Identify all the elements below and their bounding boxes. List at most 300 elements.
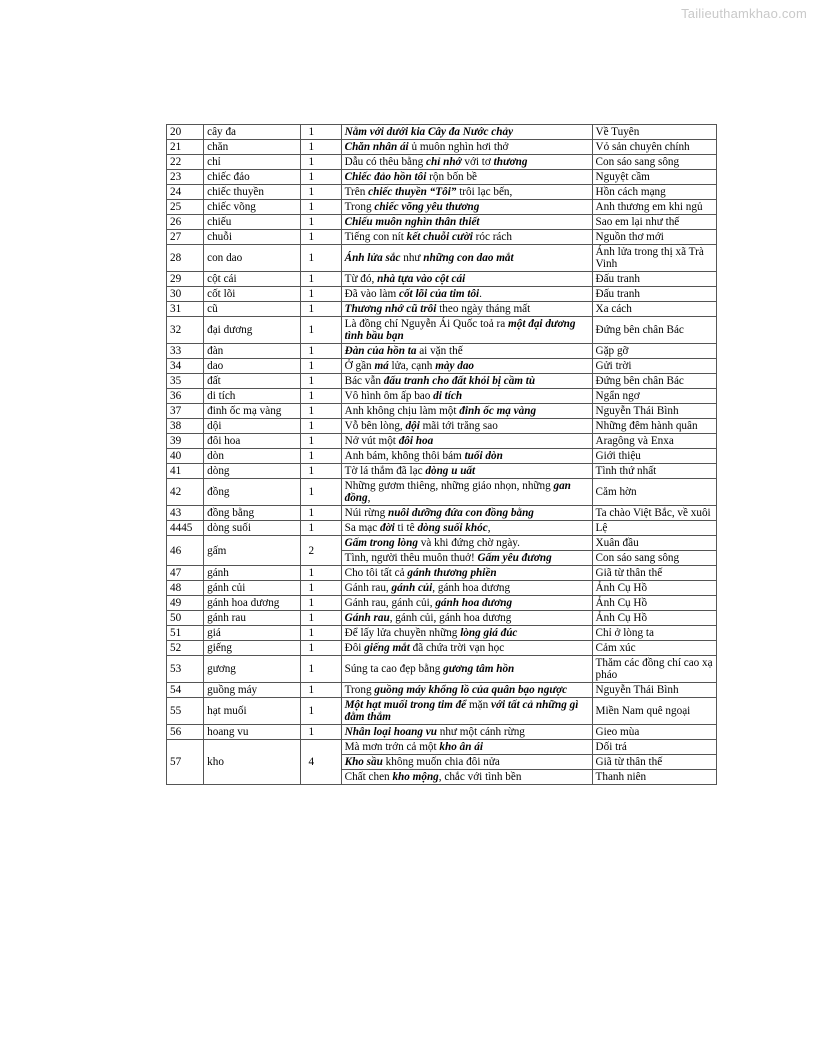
sentence-text: mãi tới trăng sao	[419, 420, 498, 432]
sentence-highlight: nhà tựa vào cột cái	[377, 273, 466, 285]
row-word: giếng	[204, 641, 301, 656]
row-count-value: 1	[308, 126, 315, 138]
sentence-text: như một cánh rừng	[436, 726, 525, 738]
sentence-text: Đôi	[344, 642, 365, 654]
row-source: Miền Nam quê ngoại	[592, 698, 716, 725]
row-word: chăn	[204, 140, 301, 155]
row-source: Ảnh Cụ Hồ	[592, 596, 716, 611]
table-row	[167, 698, 717, 725]
row-source: Nguyễn Thái Bình	[592, 404, 716, 419]
sentence-text: Tờ lá thắm đã lạc	[344, 465, 426, 477]
sentence-highlight: dội	[405, 420, 420, 432]
sentence-text: Mà mơn trớn cả một	[344, 741, 440, 753]
row-count-value: 1	[308, 627, 315, 639]
row-count-value: 1	[308, 324, 315, 336]
row-source: Con sáo sang sông	[592, 155, 716, 170]
row-word: gấm	[204, 536, 301, 566]
row-word: đinh ốc mạ vàng	[204, 404, 301, 419]
sentence-text: Tình, người thêu muôn thuở!	[344, 552, 478, 564]
row-word: chiếc đảo	[204, 170, 301, 185]
row-source: Gieo mùa	[592, 725, 716, 740]
row-source: Aragông và Enxa	[592, 434, 716, 449]
table-row	[167, 626, 717, 641]
table-row	[167, 536, 717, 551]
row-count	[301, 479, 341, 506]
row-count-value: 1	[308, 216, 315, 228]
sentence-text: Vỗ bên lòng,	[344, 420, 406, 432]
table-row	[167, 140, 717, 155]
table-row	[167, 287, 717, 302]
row-sentence	[341, 215, 592, 230]
sentence-text: không muốn chia đôi nửa	[382, 756, 500, 768]
sentence-text: Đã vào làm	[344, 288, 399, 300]
row-word: đồng	[204, 479, 301, 506]
sentence-text: mặn	[466, 699, 492, 711]
row-source: Những đêm hành quân	[592, 419, 716, 434]
row-sentence	[341, 770, 592, 785]
row-word: đôi hoa	[204, 434, 301, 449]
row-source: Ảnh Cụ Hồ	[592, 581, 716, 596]
row-count	[301, 611, 341, 626]
sentence-highlight: má	[374, 360, 389, 372]
row-count	[301, 506, 341, 521]
row-count	[301, 404, 341, 419]
table-row	[167, 506, 717, 521]
sentence-text: Từ đó,	[344, 273, 378, 285]
row-count	[301, 215, 341, 230]
sentence-highlight: lòng giá đúc	[460, 627, 518, 639]
sentence-text: Núi rừng	[344, 507, 388, 519]
row-count	[301, 302, 341, 317]
row-count-value: 1	[308, 390, 315, 402]
sentence-text: Gánh rau, gánh củi,	[344, 597, 436, 609]
sentence-text: và khi đứng chờ ngày.	[417, 537, 520, 549]
row-source: Hồn cách mạng	[592, 185, 716, 200]
sentence-highlight: Chiếu muôn nghìn thân thiết	[344, 216, 480, 228]
table-row	[167, 740, 717, 755]
row-number: 30	[167, 287, 204, 302]
sentence-highlight: thương	[493, 156, 528, 168]
sentence-highlight: Gấm trong lòng	[344, 537, 418, 549]
row-count	[301, 464, 341, 479]
row-word: gương	[204, 656, 301, 683]
row-word: chiếc thuyền	[204, 185, 301, 200]
sentence-text: Những gươm thiêng, những giáo nhọn, những	[344, 480, 554, 492]
row-count	[301, 725, 341, 740]
row-number: 54	[167, 683, 204, 698]
row-source: Con sáo sang sông	[592, 551, 716, 566]
table-row	[167, 683, 717, 698]
row-sentence	[341, 449, 592, 464]
sentence-text: róc rách	[472, 231, 512, 243]
row-word: guồng máy	[204, 683, 301, 698]
sentence-highlight: kết chuỗi cười	[406, 231, 473, 243]
row-number: 29	[167, 272, 204, 287]
row-source: Vỏ sản chuyên chính	[592, 140, 716, 155]
row-sentence	[341, 230, 592, 245]
row-word: chuỗi	[204, 230, 301, 245]
table-row	[167, 215, 717, 230]
row-sentence	[341, 596, 592, 611]
row-word: di tích	[204, 389, 301, 404]
row-count-value: 1	[308, 642, 315, 654]
row-source: Ngẩn ngơ	[592, 389, 716, 404]
row-count	[301, 170, 341, 185]
sentence-highlight: những con dao mắt	[423, 252, 514, 264]
row-word: đại dương	[204, 317, 301, 344]
sentence-text: Gánh rau,	[344, 582, 392, 594]
row-source: Anh thương em khi ngủ	[592, 200, 716, 215]
sentence-text: Trong	[344, 201, 375, 213]
row-word: dòng suối	[204, 521, 301, 536]
sentence-highlight: Thương nhớ cũ trôi	[344, 303, 437, 315]
row-count	[301, 566, 341, 581]
row-source: Gặp gỡ	[592, 344, 716, 359]
row-number: 33	[167, 344, 204, 359]
sentence-text: với tơ	[461, 156, 494, 168]
row-source: Thanh niên	[592, 770, 716, 785]
row-sentence	[341, 641, 592, 656]
sentence-highlight: kho mộng	[392, 771, 439, 783]
row-sentence	[341, 755, 592, 770]
row-number: 28	[167, 245, 204, 272]
sentence-highlight: Nằm với dưới kia Cây đa Nước chảy	[344, 126, 514, 138]
sentence-highlight: gánh thương phiền	[407, 567, 497, 579]
row-number: 38	[167, 419, 204, 434]
row-source: Xuân đầu	[592, 536, 716, 551]
row-count	[301, 230, 341, 245]
row-count-value: 1	[308, 684, 315, 696]
row-sentence	[341, 374, 592, 389]
sentence-text: ti tê	[394, 522, 418, 534]
sentence-text: , gánh hoa dương	[432, 582, 511, 594]
sentence-text: Cho tôi tất cả	[344, 567, 408, 579]
sentence-highlight: Kho sầu	[344, 756, 383, 768]
row-source: Đấu tranh	[592, 287, 716, 302]
table-row	[167, 344, 717, 359]
row-count	[301, 272, 341, 287]
row-count	[301, 698, 341, 725]
row-number: 31	[167, 302, 204, 317]
row-source: Đấu tranh	[592, 272, 716, 287]
table-row	[167, 449, 717, 464]
table-row	[167, 404, 717, 419]
row-word: giá	[204, 626, 301, 641]
row-count-value: 1	[308, 201, 315, 213]
row-count	[301, 419, 341, 434]
row-count	[301, 740, 341, 785]
row-source: Giã từ thân thế	[592, 755, 716, 770]
row-source: Đứng bên chân Bác	[592, 374, 716, 389]
table-row	[167, 317, 717, 344]
row-count-value: 1	[308, 345, 315, 357]
row-count	[301, 683, 341, 698]
row-sentence	[341, 536, 592, 551]
row-number: 51	[167, 626, 204, 641]
row-word: con dao	[204, 245, 301, 272]
row-count	[301, 521, 341, 536]
sentence-text: Để lấy lửa chuyền những	[344, 627, 461, 639]
row-word: cũ	[204, 302, 301, 317]
row-sentence	[341, 359, 592, 374]
row-count-value: 2	[308, 544, 315, 557]
row-count-value: 1	[308, 252, 315, 264]
sentence-text: Là đồng chí Nguyễn Ái Quốc toả ra	[344, 318, 509, 330]
row-count	[301, 581, 341, 596]
row-word: đàn	[204, 344, 301, 359]
row-word: dao	[204, 359, 301, 374]
row-count-value: 1	[308, 303, 315, 315]
table-body	[167, 125, 717, 785]
row-sentence	[341, 683, 592, 698]
row-count-value: 1	[308, 597, 315, 609]
row-sentence	[341, 302, 592, 317]
row-sentence	[341, 245, 592, 272]
sentence-text: rộn bốn bề	[426, 171, 478, 183]
sentence-text: , gánh củi, gánh hoa dương	[389, 612, 512, 624]
row-count-value: 1	[308, 612, 315, 624]
table-row	[167, 419, 717, 434]
sentence-text: Anh không chịu làm một	[344, 405, 460, 417]
row-count-value: 1	[308, 141, 315, 153]
row-count-value: 1	[308, 465, 315, 477]
row-number: 34	[167, 359, 204, 374]
sentence-text: ,	[367, 492, 371, 504]
row-number: 23	[167, 170, 204, 185]
row-number: 52	[167, 641, 204, 656]
row-count	[301, 656, 341, 683]
sentence-highlight: mày dao	[435, 360, 475, 372]
row-count	[301, 536, 341, 566]
sentence-text: Chất chen	[344, 771, 393, 783]
row-source: Gửi trời	[592, 359, 716, 374]
sentence-highlight: giếng mắt	[364, 642, 410, 654]
sentence-text: Trên	[344, 186, 369, 198]
table-row	[167, 170, 717, 185]
table-row	[167, 359, 717, 374]
sentence-text: Anh bám, không thôi bám	[344, 450, 465, 462]
sentence-highlight: với tất cả những gì đằm thắm	[344, 699, 579, 723]
sentence-highlight: guồng máy khổng lồ của quân bạo ngược	[374, 684, 568, 696]
sentence-highlight: Một hạt muối trong tim để	[344, 699, 467, 711]
row-count-value: 1	[308, 705, 315, 717]
sentence-text: Dẫu có thêu bằng	[344, 156, 427, 168]
sentence-text: , chắc với tình bền	[438, 771, 522, 783]
table-row	[167, 230, 717, 245]
row-sentence	[341, 419, 592, 434]
sentence-highlight: chỉ nhớ	[426, 156, 462, 168]
table-row	[167, 479, 717, 506]
sentence-text: .	[479, 288, 482, 300]
row-number: 47	[167, 566, 204, 581]
row-count	[301, 641, 341, 656]
table-row	[167, 185, 717, 200]
row-number: 55	[167, 698, 204, 725]
row-number: 57	[167, 740, 204, 785]
row-word: gánh củi	[204, 581, 301, 596]
row-count	[301, 317, 341, 344]
sentence-highlight: di tích	[433, 390, 463, 402]
row-number: 56	[167, 725, 204, 740]
row-count-value: 1	[308, 507, 315, 519]
row-source: Chỉ ở lòng ta	[592, 626, 716, 641]
table-row	[167, 374, 717, 389]
sentence-text: lửa, cạnh	[388, 360, 436, 372]
sentence-text: ủ muôn nghìn hơi thở	[408, 141, 509, 153]
row-count	[301, 287, 341, 302]
row-count-value: 1	[308, 726, 315, 738]
sentence-text: Nở vút một	[344, 435, 399, 447]
row-count	[301, 359, 341, 374]
row-number: 46	[167, 536, 204, 566]
sentence-highlight: Ánh lửa sắc	[344, 252, 401, 264]
row-number: 36	[167, 389, 204, 404]
sentence-text: trôi lạc bến,	[456, 186, 513, 198]
row-source: Sao em lại như thế	[592, 215, 716, 230]
row-number: 21	[167, 140, 204, 155]
sentence-text: ,	[487, 522, 491, 534]
sentence-highlight: chiếc thuyền “Tôi”	[368, 186, 457, 198]
sentence-highlight: đinh ốc mạ vàng	[459, 405, 537, 417]
row-sentence	[341, 287, 592, 302]
row-sentence	[341, 626, 592, 641]
row-source: Giới thiệu	[592, 449, 716, 464]
row-count-value: 1	[308, 186, 315, 198]
sentence-highlight: gánh hoa dương	[435, 597, 513, 609]
row-number: 22	[167, 155, 204, 170]
row-sentence	[341, 434, 592, 449]
row-sentence	[341, 404, 592, 419]
row-word: kho	[204, 740, 301, 785]
sentence-text: đã chứa trời vạn học	[409, 642, 505, 654]
row-sentence	[341, 479, 592, 506]
row-word: gánh	[204, 566, 301, 581]
row-sentence	[341, 581, 592, 596]
row-sentence	[341, 185, 592, 200]
sentence-highlight: Nhân loại hoang vu	[344, 726, 437, 738]
sentence-highlight: Gánh rau	[344, 612, 390, 624]
row-number: 50	[167, 611, 204, 626]
row-count-value: 1	[308, 435, 315, 447]
row-word: gánh hoa dương	[204, 596, 301, 611]
row-source: Xa cách	[592, 302, 716, 317]
sentence-highlight: một đại dương tình bầu bạn	[344, 318, 576, 342]
row-source: Nguồn thơ mới	[592, 230, 716, 245]
row-number: 39	[167, 434, 204, 449]
row-source: Cảm xúc	[592, 641, 716, 656]
row-sentence	[341, 344, 592, 359]
watermark: Tailieuthamkhao.com	[681, 6, 807, 21]
row-sentence	[341, 551, 592, 566]
table-row	[167, 725, 717, 740]
table-row	[167, 155, 717, 170]
table-row	[167, 656, 717, 683]
sentence-text: Sa mạc	[344, 522, 381, 534]
row-number: 43	[167, 506, 204, 521]
row-number: 49	[167, 596, 204, 611]
row-sentence	[341, 521, 592, 536]
row-source: Thăm các đồng chí cao xạ pháo	[592, 656, 716, 683]
row-number: 37	[167, 404, 204, 419]
row-count	[301, 434, 341, 449]
row-word: dòng	[204, 464, 301, 479]
sentence-highlight: kho ân ái	[439, 741, 483, 753]
row-word: dòn	[204, 449, 301, 464]
row-count-value: 1	[308, 582, 315, 594]
row-number: 41	[167, 464, 204, 479]
row-count-value: 1	[308, 405, 315, 417]
row-count	[301, 245, 341, 272]
table-row	[167, 200, 717, 215]
row-number: 48	[167, 581, 204, 596]
table-row	[167, 389, 717, 404]
sentence-highlight: dòng u uất	[425, 465, 476, 477]
row-sentence	[341, 566, 592, 581]
row-word: chiếc võng	[204, 200, 301, 215]
row-count-value: 1	[308, 663, 315, 675]
sentence-highlight: tuổi dòn	[464, 450, 503, 462]
row-count	[301, 155, 341, 170]
row-word: dội	[204, 419, 301, 434]
word-table	[166, 124, 717, 785]
row-sentence	[341, 656, 592, 683]
row-number: 40	[167, 449, 204, 464]
row-count-value: 1	[308, 288, 315, 300]
sentence-highlight: Đàn của hồn ta	[344, 345, 417, 357]
sentence-text: Vô hình ôm ấp bao	[344, 390, 434, 402]
sentence-highlight: Chăn nhân ái	[344, 141, 409, 153]
row-number: 32	[167, 317, 204, 344]
sentence-highlight: đôi hoa	[398, 435, 434, 447]
sentence-text: Tiếng con nít	[344, 231, 407, 243]
row-count	[301, 374, 341, 389]
sentence-text: theo ngày tháng mất	[436, 303, 531, 315]
row-sentence	[341, 155, 592, 170]
sentence-text: Súng ta cao đẹp bằng	[344, 663, 444, 675]
row-count-value: 1	[308, 360, 315, 372]
row-word: gánh rau	[204, 611, 301, 626]
row-sentence	[341, 140, 592, 155]
sentence-highlight: Gấm yêu đương	[477, 552, 552, 564]
row-count-value: 1	[308, 486, 315, 498]
row-count	[301, 140, 341, 155]
row-count	[301, 344, 341, 359]
sentence-highlight: chiếc võng yêu thương	[374, 201, 480, 213]
row-word: hoang vu	[204, 725, 301, 740]
row-count	[301, 596, 341, 611]
row-word: hạt muối	[204, 698, 301, 725]
table-row	[167, 434, 717, 449]
table-row	[167, 302, 717, 317]
row-number: 25	[167, 200, 204, 215]
table-row	[167, 521, 717, 536]
row-count-value: 1	[308, 375, 315, 387]
row-sentence	[341, 464, 592, 479]
row-source: Tình thứ nhất	[592, 464, 716, 479]
row-count-value: 1	[308, 522, 315, 534]
row-count	[301, 185, 341, 200]
row-count	[301, 626, 341, 641]
row-sentence	[341, 506, 592, 521]
row-word: đất	[204, 374, 301, 389]
table-row	[167, 272, 717, 287]
sentence-text: ai vặn thế	[416, 345, 463, 357]
row-count-value: 1	[308, 156, 315, 168]
row-source: Ảnh Cụ Hồ	[592, 611, 716, 626]
sentence-highlight: nuôi dưỡng đứa con đồng bằng	[387, 507, 534, 519]
row-source: Lệ	[592, 521, 716, 536]
sentence-highlight: đấu tranh cho đất khỏi bị cầm tù	[383, 375, 536, 387]
